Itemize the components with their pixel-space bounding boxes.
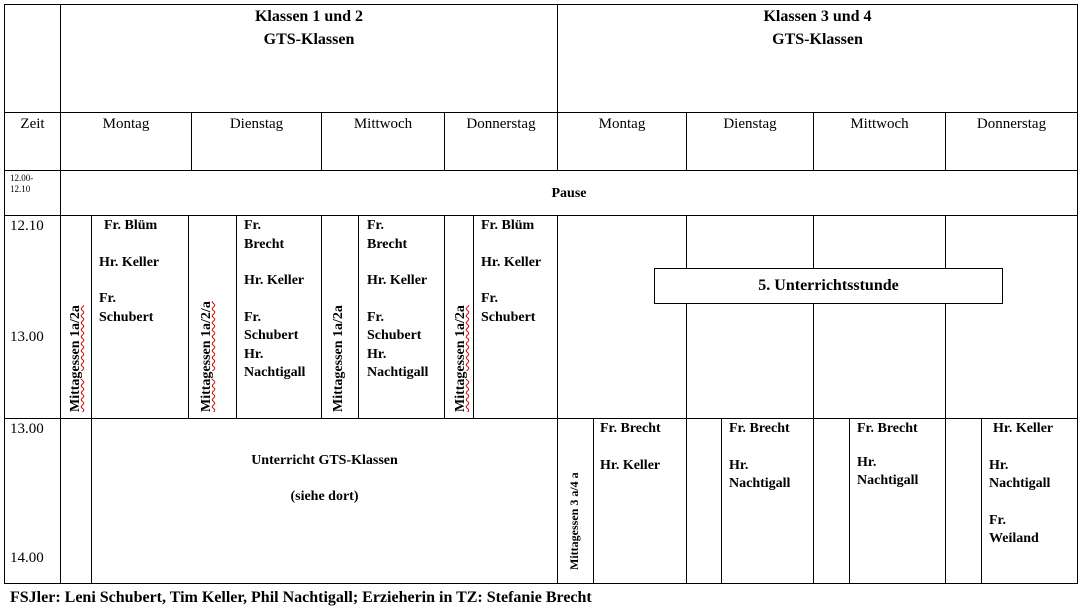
staff-list: Fr. Brecht Hr. Keller Fr. Schubert Hr. Nachtigall (367, 218, 429, 380)
column-line (721, 418, 722, 584)
lunch-label: Mittagessen 1a/2/a (199, 301, 214, 412)
group-header-subtitle: GTS-Klassen (263, 31, 355, 48)
column-line (444, 215, 445, 419)
column-line (473, 215, 474, 419)
staff-list: Fr. Blüm Hr. Keller Fr. Schubert (99, 218, 160, 325)
table-border-right (1077, 4, 1078, 584)
group-header-right (558, 5, 1077, 51)
column-line (945, 215, 946, 419)
group-header-title: Klassen 1 und 2 (254, 8, 364, 25)
staff-list: Fr. Brecht Hr. Keller (600, 421, 661, 473)
group-header-subtitle: GTS-Klassen (772, 31, 863, 48)
day-header: Dienstag (229, 116, 284, 132)
time-label: 12.10 (10, 218, 44, 234)
staff-list: Hr. Keller Hr. Nachtigall Fr. Weiland (989, 421, 1054, 546)
table-border-left (4, 4, 5, 584)
pause-label: Pause (551, 186, 587, 201)
day-header: Mittwoch (353, 116, 413, 132)
lesson-box (654, 268, 1003, 304)
column-line (686, 418, 687, 584)
column-line (236, 215, 237, 419)
gts-lesson-note: (siehe dort) (290, 489, 359, 504)
gts-lesson-title: Unterricht GTS-Klassen (251, 453, 398, 468)
gts-lesson (92, 452, 557, 506)
column-line (813, 418, 814, 584)
group-header-title: Klassen 3 und 4 (763, 8, 872, 25)
lunch-label: Mittagessen 1a/2a (68, 305, 83, 412)
footer-note: FSJler: Leni Schubert, Tim Keller, Phil Nachtigall; Erzieherin in TZ: Stefanie Brecht (10, 589, 592, 606)
zeit-header: Zeit (20, 116, 45, 132)
lesson-box-label: 5. Unterrichtsstunde (758, 277, 899, 294)
time-label: 13.00 (10, 329, 44, 345)
column-line (849, 418, 850, 584)
lunch-label: Mittagessen 1a/2a (331, 305, 346, 412)
staff-list: Fr. Brecht Hr. Nachtigall (857, 421, 919, 488)
column-line (981, 418, 982, 584)
table-border-bottom (4, 583, 1077, 584)
staff-list: Fr. Blüm Hr. Keller Fr. Schubert (481, 218, 542, 325)
group-header-left (61, 5, 557, 51)
lunch-label: Mittagessen 3 a/4 a (567, 472, 581, 570)
column-line (91, 215, 92, 419)
column-line (813, 215, 814, 419)
row-line (4, 418, 1077, 419)
column-line (557, 215, 558, 584)
day-header: Mittwoch (850, 116, 909, 132)
day-header: Montag (102, 116, 150, 132)
row-line (4, 112, 1077, 113)
pause-time: 12.00- 12.10 (10, 173, 34, 194)
time-label: 13.00 (10, 421, 44, 437)
column-line (945, 418, 946, 584)
staff-list: Fr. Brecht Hr. Nachtigall (729, 421, 791, 491)
day-header: Montag (598, 116, 646, 132)
zeit-column-line (60, 4, 61, 584)
column-line (686, 215, 687, 419)
column-line (593, 418, 594, 584)
lunch-label: Mittagessen 1a/2a (453, 305, 468, 412)
column-line (358, 215, 359, 419)
column-line (188, 215, 189, 419)
day-header: Donnerstag (466, 116, 536, 132)
row-line (4, 170, 1077, 171)
column-line (321, 215, 322, 419)
staff-list: Fr. Brecht Hr. Keller Fr. Schubert Hr. Nachtigall (244, 218, 306, 380)
row-line (4, 215, 1077, 216)
time-label: 14.00 (10, 550, 44, 566)
day-header: Dienstag (723, 116, 777, 132)
day-header: Donnerstag (976, 116, 1047, 132)
